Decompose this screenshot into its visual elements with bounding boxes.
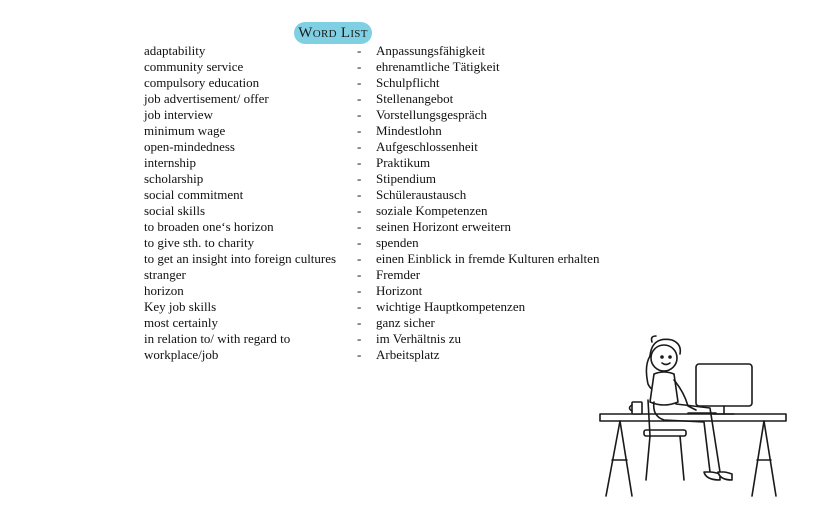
german-translation: Vorstellungsgespräch <box>376 107 487 122</box>
english-term: to give sth. to charity <box>144 235 255 250</box>
word-entry <box>144 75 664 91</box>
english-term: workplace/job <box>144 347 219 362</box>
word-entry <box>144 315 664 331</box>
separator-dash: - <box>357 107 362 122</box>
word-entry <box>144 347 664 363</box>
separator-dash: - <box>357 59 362 74</box>
word-entry <box>144 331 664 347</box>
german-translation: Stipendium <box>376 171 436 186</box>
separator-dash: - <box>357 283 362 298</box>
woman-at-computer-desk-icon <box>592 330 792 505</box>
separator-dash: - <box>357 171 362 186</box>
separator-dash: - <box>357 75 362 90</box>
word-list <box>144 43 664 363</box>
german-translation: Schulpflicht <box>376 75 440 90</box>
separator-dash: - <box>357 155 362 170</box>
german-translation: spenden <box>376 235 419 250</box>
english-term: Key job skills <box>144 299 217 314</box>
english-term: in relation to/ with regard to <box>144 331 291 346</box>
word-entry <box>144 107 664 123</box>
separator-dash: - <box>357 315 362 330</box>
english-term: to broaden one‘s horizon <box>144 219 274 234</box>
german-translation: Aufgeschlossenheit <box>376 139 478 154</box>
english-term: community service <box>144 59 244 74</box>
word-entry <box>144 187 664 203</box>
english-term: social commitment <box>144 187 244 202</box>
word-entry <box>144 267 664 283</box>
word-entry <box>144 203 664 219</box>
separator-dash: - <box>357 187 362 202</box>
german-translation: Anpassungsfähigkeit <box>376 43 486 58</box>
german-translation: Schüleraustausch <box>376 187 467 202</box>
english-term: social skills <box>144 203 206 218</box>
german-translation: ehrenamtliche Tätigkeit <box>376 59 500 74</box>
word-entry <box>144 251 664 267</box>
word-entry <box>144 139 664 155</box>
german-translation: im Verhältnis zu <box>376 331 461 346</box>
english-term: to get an insight into foreign cultures <box>144 251 337 266</box>
german-translation: ganz sicher <box>376 315 435 330</box>
separator-dash: - <box>357 219 362 234</box>
english-term: job advertisement/ offer <box>144 91 269 106</box>
separator-dash: - <box>357 91 362 106</box>
english-term: adaptability <box>144 43 206 58</box>
separator-dash: - <box>357 123 362 138</box>
german-translation: Fremder <box>376 267 421 282</box>
word-entry <box>144 43 664 59</box>
separator-dash: - <box>357 235 362 250</box>
separator-dash: - <box>357 251 362 266</box>
english-term: scholarship <box>144 171 204 186</box>
german-translation: seinen Horizont erweitern <box>376 219 512 234</box>
word-entry <box>144 171 664 187</box>
english-term: stranger <box>144 267 186 282</box>
separator-dash: - <box>357 299 362 314</box>
german-translation: einen Einblick in fremde Kulturen erhalten <box>376 251 600 266</box>
separator-dash: - <box>357 203 362 218</box>
word-entry <box>144 219 664 235</box>
english-term: internship <box>144 155 196 170</box>
word-entry <box>144 91 664 107</box>
separator-dash: - <box>357 331 362 346</box>
word-entry <box>144 283 664 299</box>
word-entry <box>144 235 664 251</box>
english-term: horizon <box>144 283 184 298</box>
word-entry <box>144 299 664 315</box>
english-term: compulsory education <box>144 75 260 90</box>
word-entry <box>144 155 664 171</box>
word-entry <box>144 123 664 139</box>
separator-dash: - <box>357 43 362 58</box>
english-term: open-mindedness <box>144 139 235 154</box>
english-term: minimum wage <box>144 123 226 138</box>
word-entry <box>144 59 664 75</box>
german-translation: soziale Kompetenzen <box>376 203 488 218</box>
german-translation: Praktikum <box>376 155 431 170</box>
german-translation: Mindestlohn <box>376 123 442 138</box>
english-term: job interview <box>144 107 213 122</box>
separator-dash: - <box>357 139 362 154</box>
german-translation: wichtige Hauptkompetenzen <box>376 299 526 314</box>
separator-dash: - <box>357 347 362 362</box>
separator-dash: - <box>357 267 362 282</box>
german-translation: Stellenangebot <box>376 91 454 106</box>
english-term: most certainly <box>144 315 219 330</box>
german-translation: Horizont <box>376 283 423 298</box>
german-translation: Arbeitsplatz <box>376 347 440 362</box>
word-list-title: Word List <box>294 22 372 44</box>
